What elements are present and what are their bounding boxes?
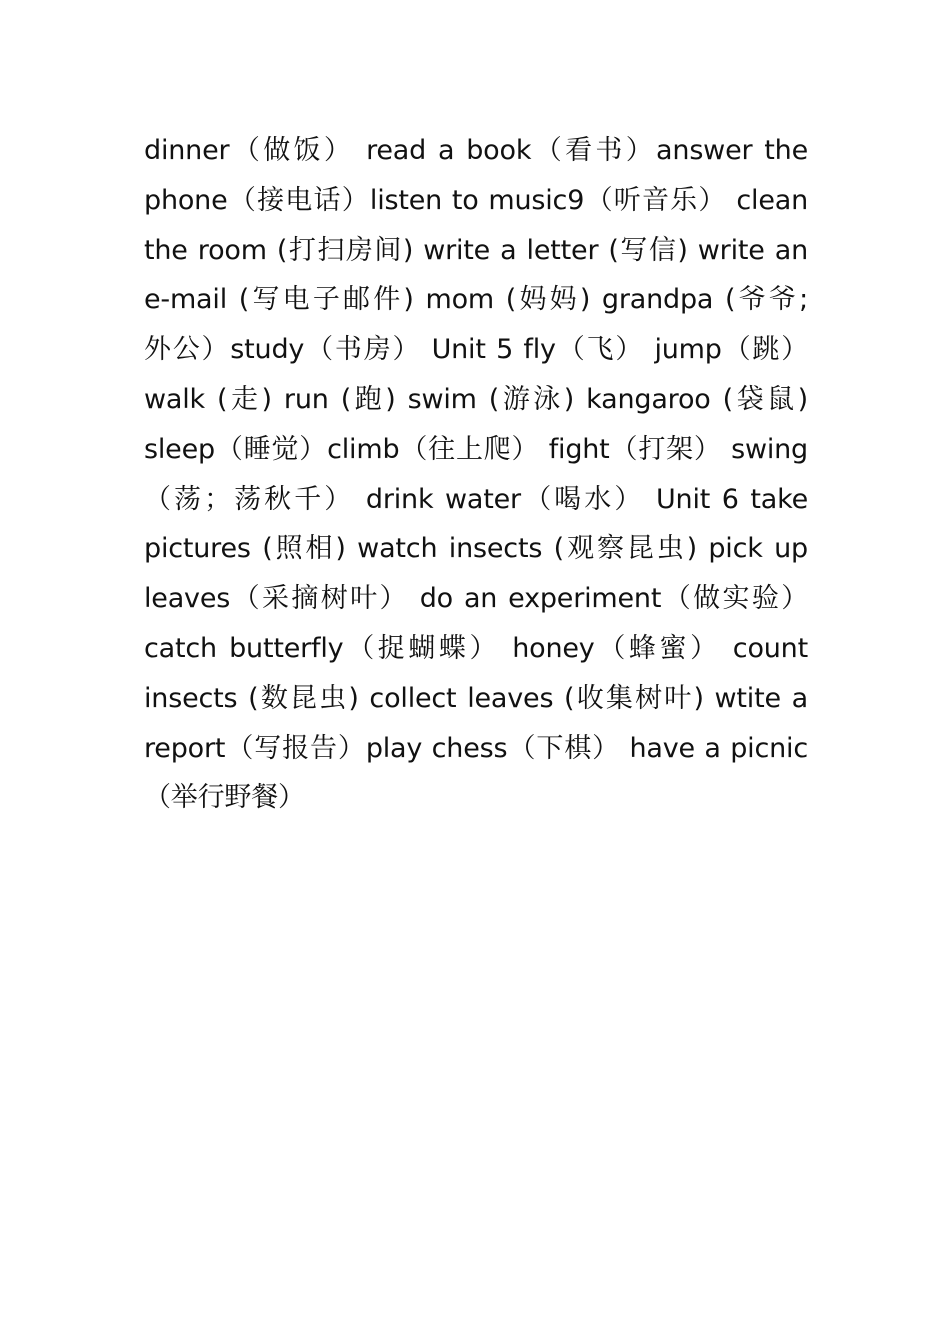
- text-line-5: 外公）study（书房） Unit 5 fly（飞） jump（跳）: [144, 334, 808, 366]
- text-line-7: sleep（睡觉）climb（往上爬） fight（打架） swing: [144, 433, 808, 465]
- text-line-6: walk (走) run (跑) swim (游泳) kangaroo (袋鼠): [144, 383, 808, 415]
- text-line-4: e-mail (写电子邮件) mom (妈妈) grandpa (爷爷;: [144, 284, 808, 316]
- text-line-10: leaves（采摘树叶） do an experiment（做实验）: [144, 583, 808, 615]
- text-line-14: （举行野餐）: [144, 782, 305, 814]
- text-line-1: dinner（做饭） read a book（看书）answer the: [144, 135, 808, 166]
- text-line-9: pictures (照相) watch insects (观察昆虫) pick up: [144, 533, 808, 565]
- text-line-12: insects (数昆虫) collect leaves (收集树叶) wtite a: [144, 682, 808, 714]
- vocabulary-paragraph: [144, 126, 808, 823]
- text-line-8: （荡；荡秋千） drink water（喝水） Unit 6 take: [144, 483, 808, 515]
- text-line-2: phone（接电话）listen to music9（听音乐） clean: [144, 184, 808, 216]
- text-line-3: the room (打扫房间) write a letter (写信) write an: [144, 234, 808, 266]
- text-line-11: catch butterfly（捉蝴蝶） honey（蜂蜜） count: [144, 632, 808, 664]
- text-line-13: report（写报告）play chess（下棋） have a picnic: [144, 732, 808, 764]
